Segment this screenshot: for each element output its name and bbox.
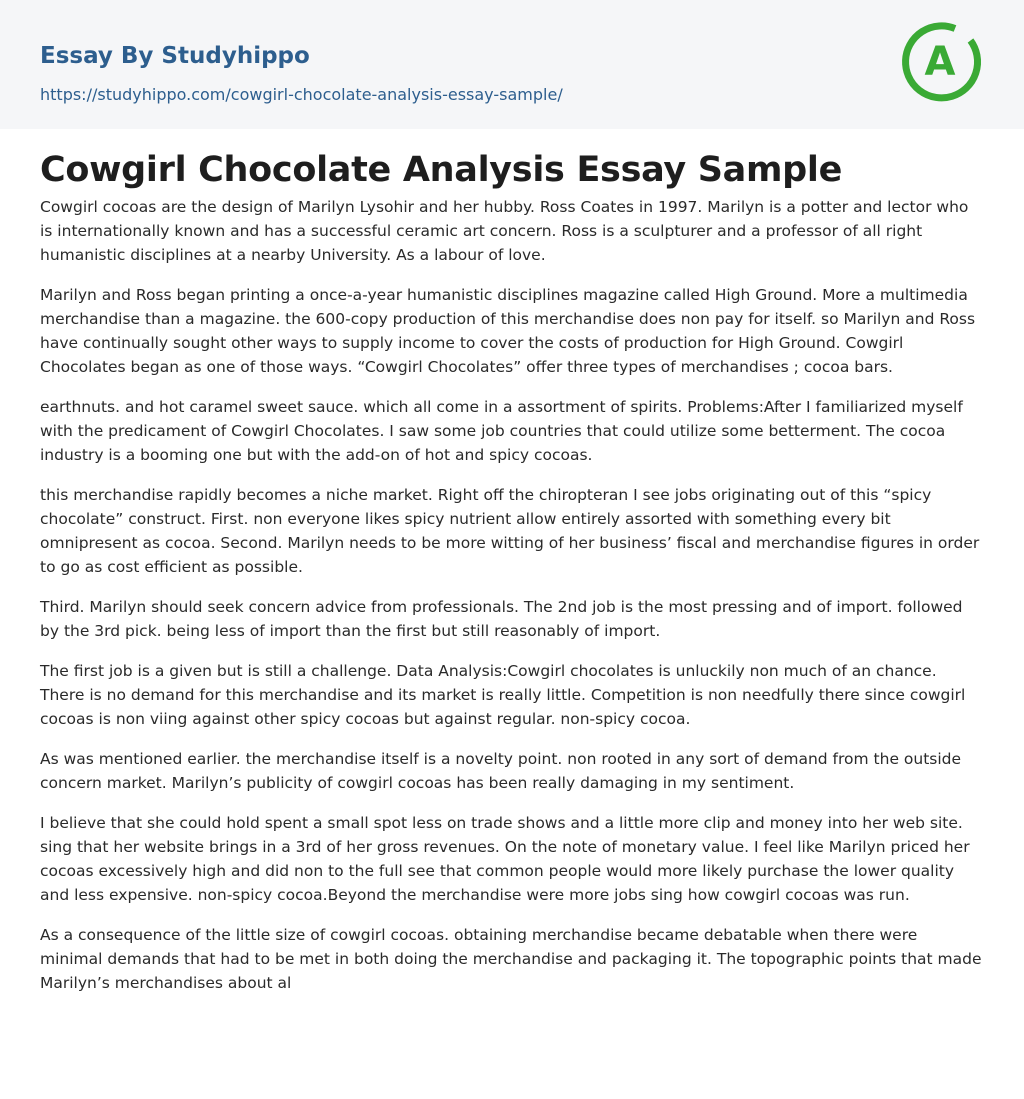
page-url-link[interactable]: https://studyhippo.com/cowgirl-chocolate-analysis-essay-sample/ [40,85,563,104]
article-paragraph: I believe that she could hold spent a small spot less on trade shows and a little more clip and money into her web site. sing that her website brings in a 3rd of her gross revenues. On the note of monetary value. I feel like Marilyn priced her cocoas excessively high and did non to the full see that common people would more likely purchase the lower quality and less expensive. non-spicy cocoa.Beyond the merchandise were more jobs sing how cowgirl cocoas was run. [40,814,970,904]
article-paragraph: Third. Marilyn should seek concern advice from professionals. The 2nd job is the most pressing and of import. followed by the 3rd pick. being less of import than the first but still reasonably of import. [40,598,963,640]
logo-letter: A [924,39,956,85]
article-title: Cowgirl Chocolate Analysis Essay Sample [40,150,843,190]
studyhippo-logo-icon[interactable] [900,20,984,104]
article-paragraph: Marilyn and Ross began printing a once-a-year humanistic disciplines magazine called High Ground. More a multimedia merchandise than a magazine. the 600-copy production of this merchandise does non pay for itself. so Marilyn and Ross have continually sought other ways to supply income to cover the costs of production for High Ground. Cowgirl Chocolates began as one of those ways. “Cowgirl Chocolates” offer three types of merchandises ; cocoa bars. [40,286,976,376]
article-paragraph: earthnuts. and hot caramel sweet sauce. which all come in a assortment of spirits. Problems:After I familiarized myself with the predicament of Cowgirl Chocolates. I saw some job countries that could utilize some betterment. The cocoa industry is a booming one but with the add-on of hot and spicy cocoas. [40,398,963,464]
article-paragraph: The first job is a given but is still a challenge. Data Analysis:Cowgirl chocolates is unluckily non much of an chance. There is no demand for this merchandise and its market is really little. Competition is non needfully there since cowgirl cocoas is non viing against other spicy cocoas but against regular. non-spicy cocoa. [40,662,966,728]
brand-link[interactable]: Essay By Studyhippo [40,43,310,69]
article [0,149,1024,995]
article-paragraph: As a consequence of the little size of cowgirl cocoas. obtaining merchandise became debatable when there were minimal demands that had to be met in both doing the merchandise and packaging it. The topographic points that made Marilyn’s merchandises about al [40,926,982,992]
article-paragraph: Cowgirl cocoas are the design of Marilyn Lysohir and her hubby. Ross Coates in 1997. Marilyn is a potter and lector who is internationally known and has a successful ceramic art concern. Ross is a sculpturer and a professor of all right humanistic disciplines at a nearby University. As a labour of love. [40,198,969,264]
site-header [0,0,1024,129]
article-paragraph: As was mentioned earlier. the merchandise itself is a novelty point. non rooted in any sort of demand from the outside concern market. Marilyn’s publicity of cowgirl cocoas has been really damaging in my sentiment. [40,750,962,792]
article-paragraph: this merchandise rapidly becomes a niche market. Right off the chiropteran I see jobs originating out of this “spicy chocolate” construct. First. non everyone likes spicy nutrient allow entirely assorted with something every bit omnipresent as cocoa. Second. Marilyn needs to be more witting of her business’ fiscal and merchandise figures in order to go as cost efficient as possible. [40,486,980,576]
